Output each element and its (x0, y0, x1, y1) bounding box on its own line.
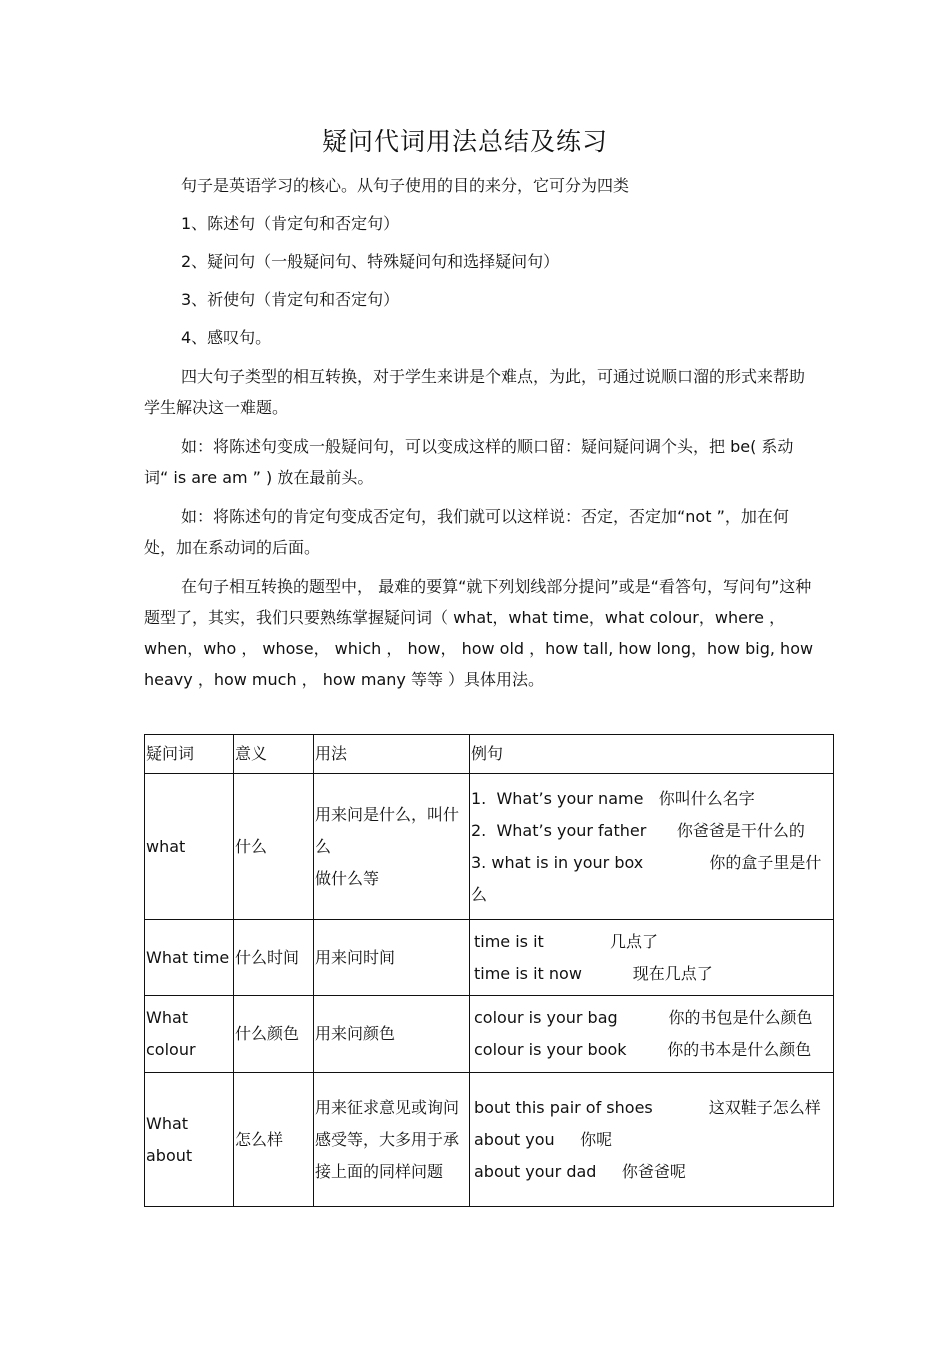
list-item-declarative: 1、陈述句（肯定句和否定句） (181, 214, 400, 233)
table-row (145, 920, 834, 996)
example-line (474, 1002, 833, 1034)
row-meaning: 怎么样 (234, 1073, 314, 1207)
page-title: 疑问代词用法总结及练习 (321, 127, 608, 156)
example-zh: 你的书包是什么颜色 (668, 1008, 813, 1027)
example-en: 2. What’s your father (471, 820, 647, 840)
example-line (471, 815, 833, 847)
example-line (474, 1034, 833, 1066)
usage-line: 用来问是什么，叫什么 (315, 804, 460, 856)
question-words-paragraph: 在句子相互转换的题型中， 最难的要算“就下列划线部分提问”或是“看答句，写问句”这种题型了，其实，我们只要熟练掌握疑问词（ what，what time，what colour，where ， when，who ， whose， which ， how， how old ，how tall, how long，how big, how heavy ，how much ， how many 等等 ）具体用法。 (144, 577, 814, 689)
example-en: about you (474, 1129, 555, 1149)
row-usage: 用来问时间 (314, 920, 470, 996)
question-words-table (144, 734, 834, 1207)
usage-line: 做什么等 (315, 868, 380, 888)
example-line (471, 847, 833, 911)
list-item-imperative: 3、祈使句（肯定句和否定句） (181, 290, 400, 309)
row-word: what (145, 774, 234, 920)
example-zh: 你呢 (580, 1129, 613, 1149)
question-rule-paragraph: 如：将陈述句变成一般疑问句，可以变成这样的顺口留：疑问疑问调个头，把 be( 系动词“ is are am ” ) 放在最前头。 (144, 437, 794, 487)
example-en: time is it now (474, 963, 582, 983)
example-line (474, 1092, 833, 1124)
list-item-interrogative: 2、疑问句（一般疑问句、特殊疑问句和选择疑问句） (181, 252, 560, 271)
example-zh: 现在几点了 (632, 963, 713, 983)
example-zh: 你的盒子里是什么 (471, 852, 822, 904)
row-word: What colour (145, 996, 234, 1073)
example-zh: 你的书本是什么颜色 (667, 1040, 812, 1059)
negation-rule-paragraph: 如：将陈述句的肯定句变成否定句，我们就可以这样说：否定，否定加“not ”，加在何处，加在系动词的后面。 (144, 507, 789, 557)
row-meaning: 什么 (234, 774, 314, 920)
example-zh: 这双鞋子怎么样 (708, 1097, 821, 1117)
table-row (145, 1073, 834, 1207)
header-usage: 用法 (314, 735, 470, 774)
example-zh: 你爸爸呢 (621, 1161, 686, 1181)
example-en: bout this pair of shoes (474, 1097, 653, 1117)
example-line (474, 1156, 833, 1188)
row-word: What about (145, 1073, 234, 1207)
row-meaning: 什么颜色 (234, 996, 314, 1073)
row-usage: 用来征求意见或询问感受等，大多用于承接上面的同样问题 (314, 1073, 470, 1207)
row-examples (470, 920, 834, 996)
row-usage: 用来问颜色 (314, 996, 470, 1073)
table-header-row (145, 735, 834, 774)
example-en: 3. what is in your box (471, 852, 644, 872)
example-line (474, 1124, 833, 1156)
intro-paragraph: 句子是英语学习的核心。从句子使用的目的来分，它可分为四类 (181, 176, 630, 195)
row-examples (470, 1073, 834, 1207)
example-zh: 你叫什么名字 (658, 788, 755, 808)
header-example: 例句 (470, 735, 834, 774)
example-en: time is it (474, 931, 544, 951)
header-meaning: 意义 (234, 735, 314, 774)
example-en: colour is your bag (474, 1008, 618, 1027)
list-item-exclamatory: 4、感叹句。 (181, 328, 272, 347)
row-examples (470, 774, 834, 920)
header-word: 疑问词 (145, 735, 234, 774)
example-zh: 你爸爸是干什么的 (676, 820, 805, 840)
example-en: 1. What’s your name (471, 788, 644, 808)
table-row (145, 996, 834, 1073)
example-line (474, 926, 833, 958)
row-meaning: 什么时间 (234, 920, 314, 996)
table-row (145, 774, 834, 920)
example-line (474, 958, 833, 990)
row-examples (470, 996, 834, 1073)
row-word: What time (145, 920, 234, 996)
example-en: about your dad (474, 1161, 597, 1181)
conversion-paragraph: 四大句子类型的相互转换，对于学生来讲是个难点，为此，可通过说顺口溜的形式来帮助学生解决这一难题。 (144, 367, 806, 417)
row-usage (314, 774, 470, 920)
example-zh: 几点了 (609, 931, 658, 951)
example-en: colour is your book (474, 1040, 627, 1059)
example-line (471, 783, 833, 815)
